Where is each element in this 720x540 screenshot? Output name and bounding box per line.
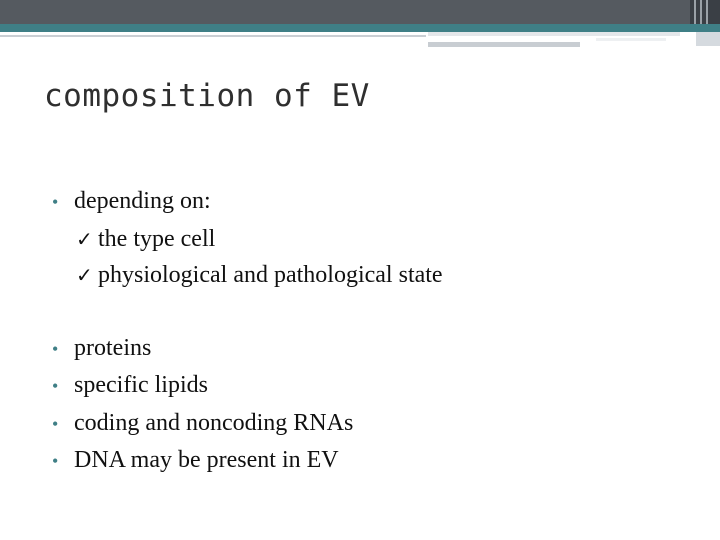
header-divider-line bbox=[428, 32, 680, 36]
sub-bullet-text: physiological and pathological state bbox=[98, 262, 443, 288]
header-divider-line bbox=[0, 35, 426, 37]
slide-body bbox=[52, 183, 692, 480]
header-accent-bar bbox=[0, 24, 720, 32]
bullet-icon: • bbox=[52, 376, 59, 396]
bullet-item bbox=[52, 442, 692, 480]
spacer bbox=[52, 294, 692, 330]
bullet-item bbox=[52, 367, 692, 405]
sub-bullet-text: the type cell bbox=[98, 225, 216, 252]
header-divider-line bbox=[428, 42, 580, 47]
bullet-item bbox=[52, 330, 692, 368]
bullet-item bbox=[52, 405, 692, 443]
header-divider-line bbox=[596, 38, 666, 41]
bullet-icon: • bbox=[52, 192, 59, 212]
sub-bullet-item bbox=[52, 221, 692, 258]
check-icon: ✓ bbox=[76, 226, 93, 251]
bullet-icon: • bbox=[52, 413, 59, 434]
header-stripe bbox=[706, 0, 708, 24]
sub-bullet-item bbox=[52, 257, 692, 294]
slide-title: composition of EV bbox=[44, 78, 370, 114]
header-stripe bbox=[694, 0, 696, 24]
bullet-text: specific lipids bbox=[74, 372, 208, 398]
header-divider-block bbox=[696, 32, 720, 46]
bullet-icon: • bbox=[52, 451, 59, 471]
bullet-icon: • bbox=[52, 338, 59, 359]
check-icon: ✓ bbox=[76, 263, 93, 287]
bullet-item bbox=[52, 183, 692, 221]
bullet-text: proteins bbox=[74, 334, 152, 361]
header-bar bbox=[0, 0, 720, 24]
bullet-text: coding and noncoding RNAs bbox=[74, 409, 354, 436]
bullet-text: DNA may be present in EV bbox=[74, 447, 339, 473]
bullet-text: depending on: bbox=[74, 188, 211, 214]
header-stripe bbox=[700, 0, 702, 24]
